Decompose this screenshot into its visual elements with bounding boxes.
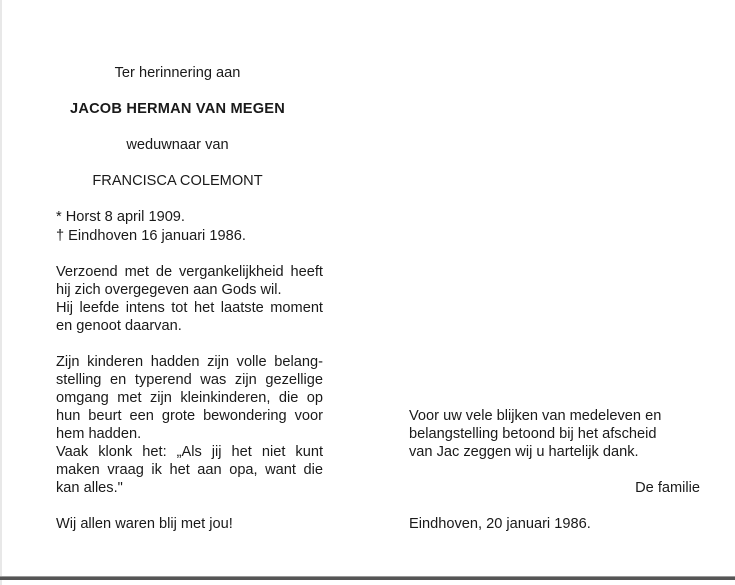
thanks-line: belangstelling betoond bij het afscheid <box>409 426 657 442</box>
death-date: † Eindhoven 16 januari 1986. <box>56 228 246 244</box>
paragraph2-line: maken vraag ik het aan opa, want die <box>56 462 323 478</box>
spouse-name: FRANCISCA COLEMONT <box>92 173 263 189</box>
bottom-rule <box>0 576 735 580</box>
paragraph2-line: hun beurt een grote bewondering voor <box>56 408 323 424</box>
paragraph2-line: Vaak klonk het: „Als jij het niet kunt <box>56 444 323 460</box>
paragraph1-line: Hij leefde intens tot het laatste moment <box>56 300 323 316</box>
paragraph2-line: stelling en typerend was zijn gezellige <box>56 372 323 388</box>
paragraph1-line: Verzoend met de vergankelijkheid heeft <box>56 264 323 280</box>
deceased-name: JACOB HERMAN VAN MEGEN <box>70 101 285 117</box>
paragraph2-line: kan alles." <box>56 480 123 496</box>
paragraph2-line: hem hadden. <box>56 426 142 442</box>
signature: De familie <box>635 480 700 496</box>
thanks-line: Voor uw vele blijken van medeleven en <box>409 408 662 424</box>
paragraph2-line: Zijn kinderen hadden zijn volle belang- <box>56 354 323 370</box>
closing-line: Wij allen waren blij met jou! <box>56 516 233 532</box>
place-date: Eindhoven, 20 januari 1986. <box>409 516 591 532</box>
paragraph1-line: en genoot daarvan. <box>56 318 182 334</box>
paragraph1-line: hij zich overgegeven aan Gods wil. <box>56 282 282 298</box>
thanks-line: van Jac zeggen wij u hartelijk dank. <box>409 444 639 460</box>
relation-text: weduwnaar van <box>126 137 229 153</box>
card-edge <box>0 0 2 585</box>
intro-text: Ter herinnering aan <box>114 65 241 81</box>
paragraph2-line: omgang met zijn kleinkinderen, die op <box>56 390 323 406</box>
birth-date: * Horst 8 april 1909. <box>56 209 185 225</box>
